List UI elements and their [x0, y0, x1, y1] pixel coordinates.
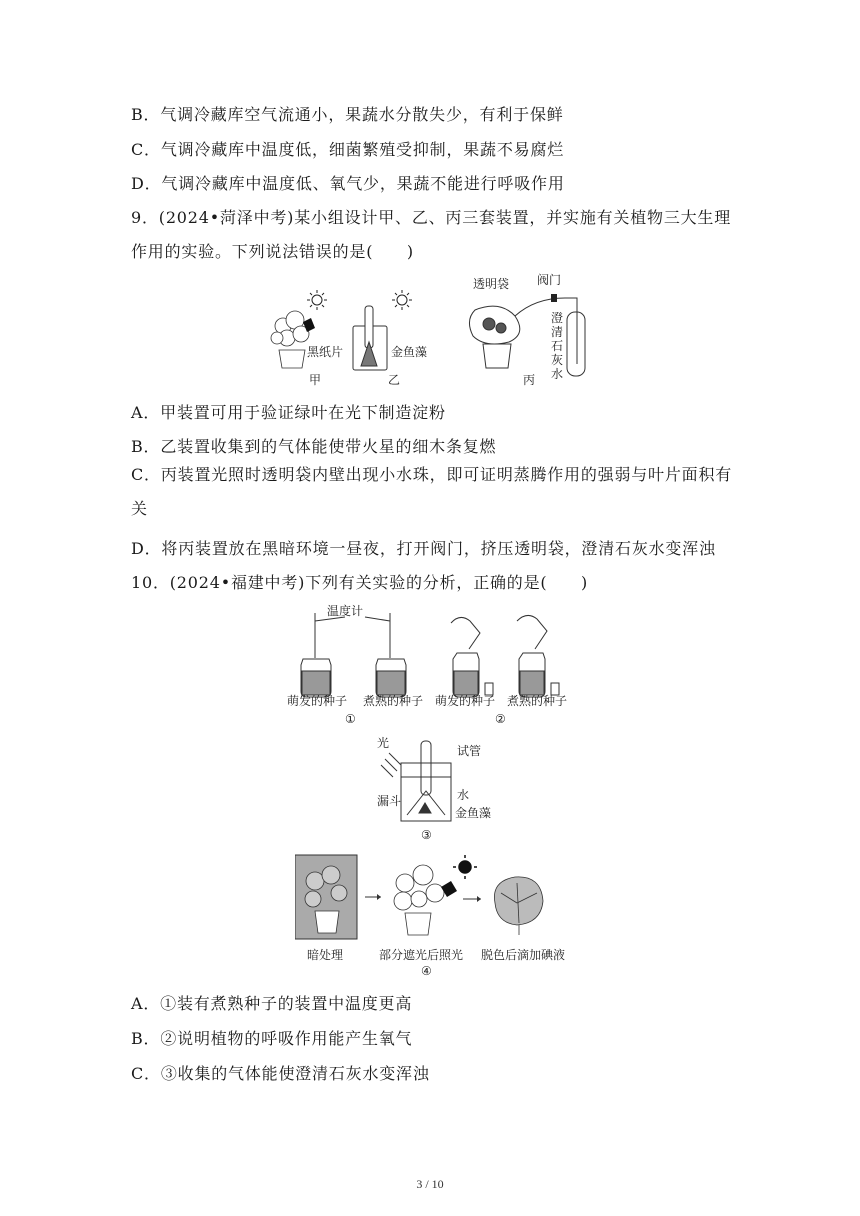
- q10-option-b: B．②说明植物的呼吸作用能产生氧气: [131, 1029, 413, 1048]
- figure-number-2: ②: [495, 712, 506, 723]
- potted-plant-icon: [271, 311, 309, 368]
- label-black-paper: 黑纸片: [307, 345, 344, 359]
- transparent-bag-icon: [469, 298, 585, 376]
- candle-bottle-icon: [451, 615, 559, 697]
- label-germinating-2: 萌发的种子: [435, 694, 496, 708]
- label-limewater: 灰: [551, 353, 564, 367]
- q9-option-b: B．乙装置收集到的气体能使带火星的细木条复燃: [131, 437, 497, 456]
- q10-option-a: A．①装有煮熟种子的装置中温度更高: [131, 994, 413, 1013]
- caption-bing: 丙: [523, 373, 536, 387]
- q10-figure-1-2: [285, 603, 585, 723]
- beaker-funnel-icon: [401, 741, 451, 821]
- label-limewater: 清: [551, 325, 564, 339]
- label-valve: 阀门: [537, 273, 562, 287]
- figure-number-3: ③: [421, 828, 432, 842]
- figure-number-1: ①: [345, 712, 356, 723]
- q8-option-d: D．气调冷藏库中温度低、氧气少，果蔬不能进行呼吸作用: [131, 174, 565, 193]
- potted-plant-icon: [394, 865, 444, 935]
- label-thermometer: 温度计: [327, 604, 364, 618]
- figure-number-4: ④: [421, 964, 432, 978]
- label-algae-3: 金鱼藻: [455, 806, 492, 820]
- light-arrows: [381, 753, 401, 777]
- label-limewater: 澄: [551, 311, 564, 325]
- sun-icon: [392, 290, 412, 310]
- label-iodine: 脱色后滴加碘液: [481, 948, 566, 962]
- label-dark: 暗处理: [307, 948, 344, 962]
- label-shade: 部分遮光后照光: [379, 948, 464, 962]
- label-limewater: 石: [551, 339, 564, 353]
- label-cooked-1: 煮熟的种子: [363, 694, 424, 708]
- label-bag: 透明袋: [473, 277, 510, 291]
- q9-option-c: C．丙装置光照时透明袋内壁出现小水珠，即可证明蒸腾作用的强弱与叶片面积有关: [131, 465, 733, 518]
- label-cooked-2: 煮熟的种子: [507, 694, 568, 708]
- q9-stem: 9．(2024•菏泽中考)某小组设计甲、乙、丙三套装置，并实施有关植物三大生理作用的实验。下列说法错误的是( ): [131, 208, 732, 261]
- q8-option-c: C．气调冷藏库中温度低，细菌繁殖受抑制，果蔬不易腐烂: [131, 140, 565, 159]
- label-water: 水: [457, 788, 470, 802]
- q10-figure-4: [295, 853, 575, 978]
- q9-option-a: A．甲装置可用于验证绿叶在光下制造淀粉: [131, 403, 446, 422]
- label-funnel: 漏斗: [377, 794, 402, 808]
- valve-icon: [551, 294, 557, 302]
- label-germinating-1: 萌发的种子: [287, 694, 348, 708]
- sun-icon: [307, 290, 327, 310]
- label-limewater: 水: [551, 367, 564, 381]
- q9-option-d: D．将丙装置放在黑暗环境一昼夜，打开阀门，挤压透明袋，澄清石灰水变浑浊: [131, 539, 716, 558]
- q8-option-b: B．气调冷藏库空气流通小，果蔬水分散失少，有利于保鲜: [131, 105, 564, 124]
- label-light: 光: [377, 736, 390, 750]
- caption-jia: 甲: [309, 373, 322, 387]
- sun-icon: [453, 855, 477, 879]
- q10-option-c: C．③收集的气体能使澄清石灰水变浑浊: [131, 1064, 430, 1083]
- beaker-icon: [353, 306, 387, 370]
- thermos-bottle-icon: [301, 613, 406, 697]
- label-tube: 试管: [457, 744, 482, 758]
- q9-figure: [265, 268, 605, 394]
- leaf-icon: [494, 877, 543, 935]
- label-algae: 金鱼藻: [391, 345, 428, 359]
- caption-yi: 乙: [388, 373, 401, 387]
- q10-stem: 10．(2024•福建中考)下列有关实验的分析，正确的是( ): [131, 573, 589, 592]
- q10-figure-3: [365, 733, 495, 843]
- page-number: 3 / 10: [416, 1177, 444, 1191]
